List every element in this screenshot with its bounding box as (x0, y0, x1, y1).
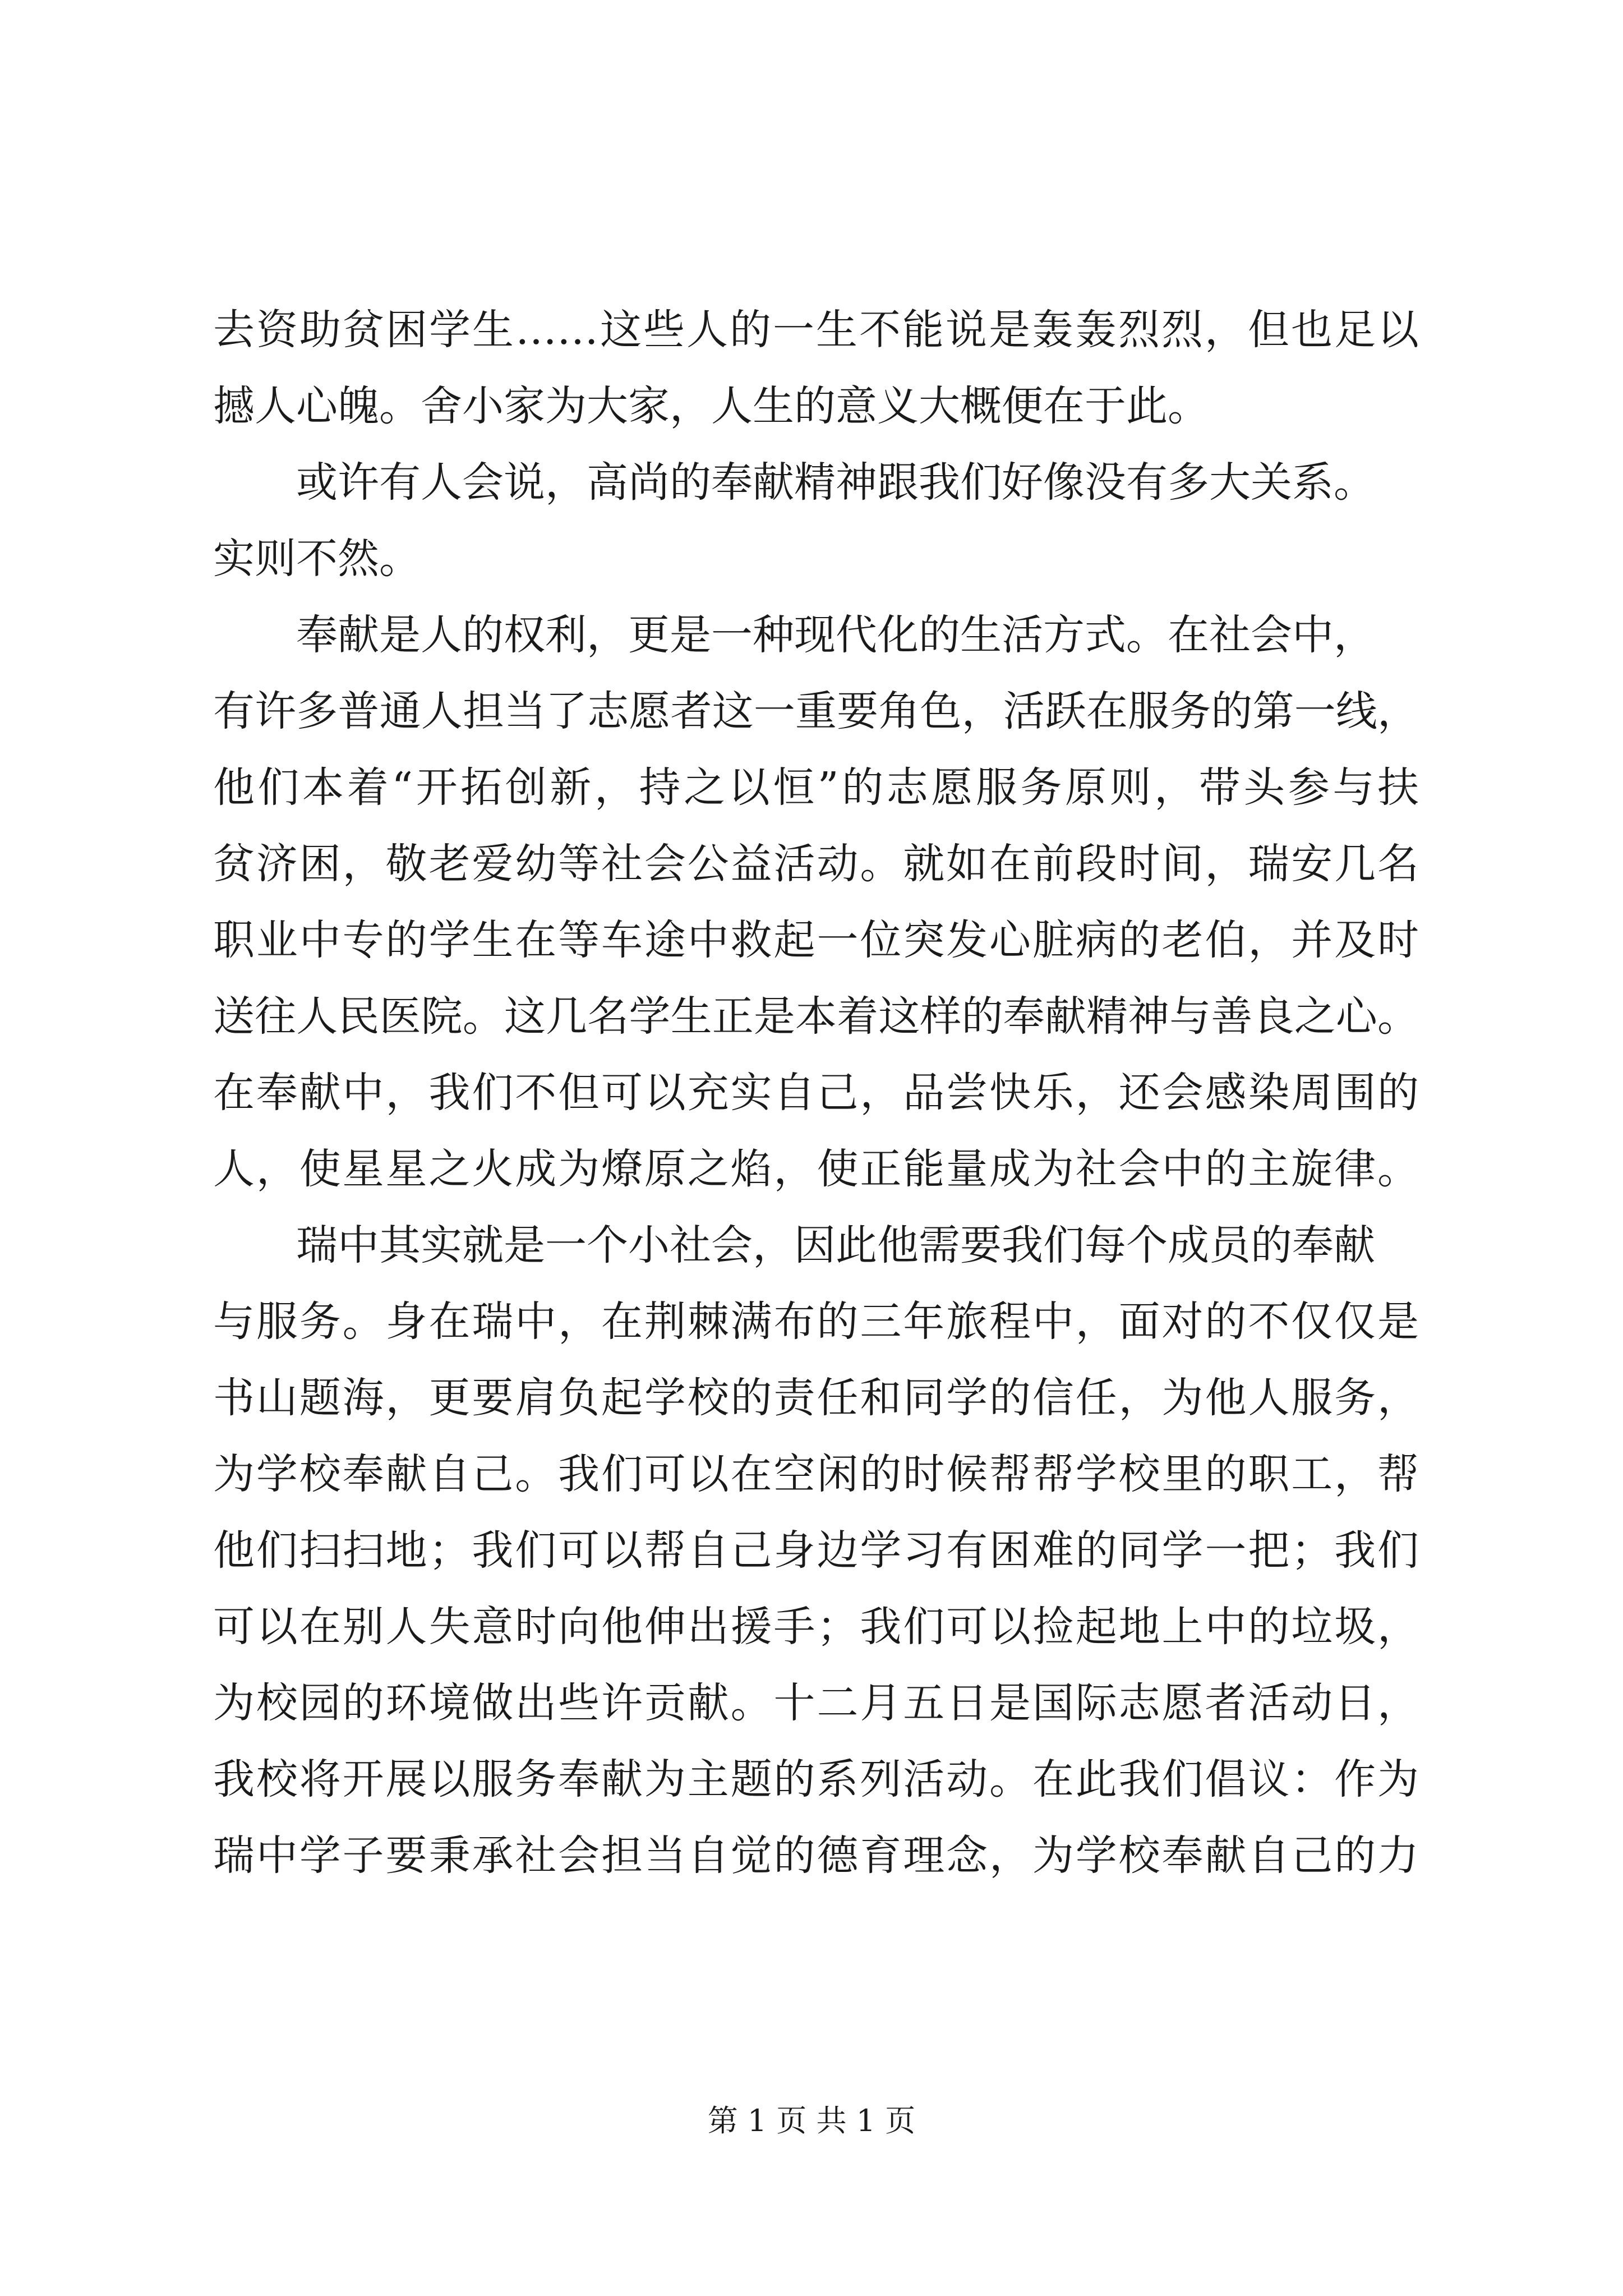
text-line-13-paragraph-start: 瑞中其实就是一个小社会，因此他需要我们每个成员的奉献 (296, 1221, 1375, 1269)
text-line-18: 可以在别人失意时向他伸出援手；我们可以捡起地上中的垃圾， (213, 1603, 1419, 1651)
text-line-21: 瑞中学子要秉承社会担当自觉的德育理念，为学校奉献自己的力 (213, 1832, 1419, 1880)
text-line-1: 去资助贫困学生……这些人的一生不能说是轰轰烈烈，但也足以 (213, 306, 1419, 354)
text-line-11: 在奉献中，我们不但可以充实自己，品尝快乐，还会感染周围的 (213, 1069, 1419, 1117)
text-line-19: 为校园的环境做出些许贡献。十二月五日是国际志愿者活动日， (213, 1679, 1419, 1727)
text-line-8: 贫济困，敬老爱幼等社会公益活动。就如在前段时间，瑞安几名 (213, 840, 1419, 888)
text-line-10: 送往人民医院。这几名学生正是本着这样的奉献精神与善良之心。 (213, 992, 1419, 1041)
text-line-20: 我校将开展以服务奉献为主题的系列活动。在此我们倡议：作为 (213, 1755, 1419, 1803)
text-line-16: 为学校奉献自己。我们可以在空闲的时候帮帮学校里的职工，帮 (213, 1450, 1419, 1498)
page-number-footer: 第 1 页 共 1 页 (707, 2103, 916, 2138)
text-line-7: 他们本着“开拓创新，持之以恒”的志愿服务原则，带头参与扶 (213, 763, 1419, 812)
text-line-14: 与服务。身在瑞中，在荆棘满布的三年旅程中，面对的不仅仅是 (213, 1297, 1419, 1346)
text-line-5-paragraph-start: 奉献是人的权利，更是一种现代化的生活方式。在社会中， (296, 611, 1375, 659)
text-line-17: 他们扫扫地；我们可以帮自己身边学习有困难的同学一把；我们 (213, 1526, 1419, 1575)
text-line-15: 书山题海，更要肩负起学校的责任和同学的信任，为他人服务， (213, 1374, 1419, 1422)
text-line-4: 实则不然。 (213, 535, 421, 583)
text-line-6: 有许多普通人担当了志愿者这一重要角色，活跃在服务的第一线， (213, 687, 1419, 735)
text-line-3-paragraph-start: 或许有人会说，高尚的奉献精神跟我们好像没有多大关系。 (296, 458, 1375, 507)
text-line-9: 职业中专的学生在等车途中救起一位突发心脏病的老伯，并及时 (213, 916, 1419, 964)
document-body (213, 292, 1419, 1894)
text-line-12: 人，使星星之火成为燎原之焰，使正能量成为社会中的主旋律。 (213, 1145, 1419, 1193)
text-line-2: 撼人心魄。舍小家为大家，人生的意义大概便在于此。 (213, 382, 1209, 430)
